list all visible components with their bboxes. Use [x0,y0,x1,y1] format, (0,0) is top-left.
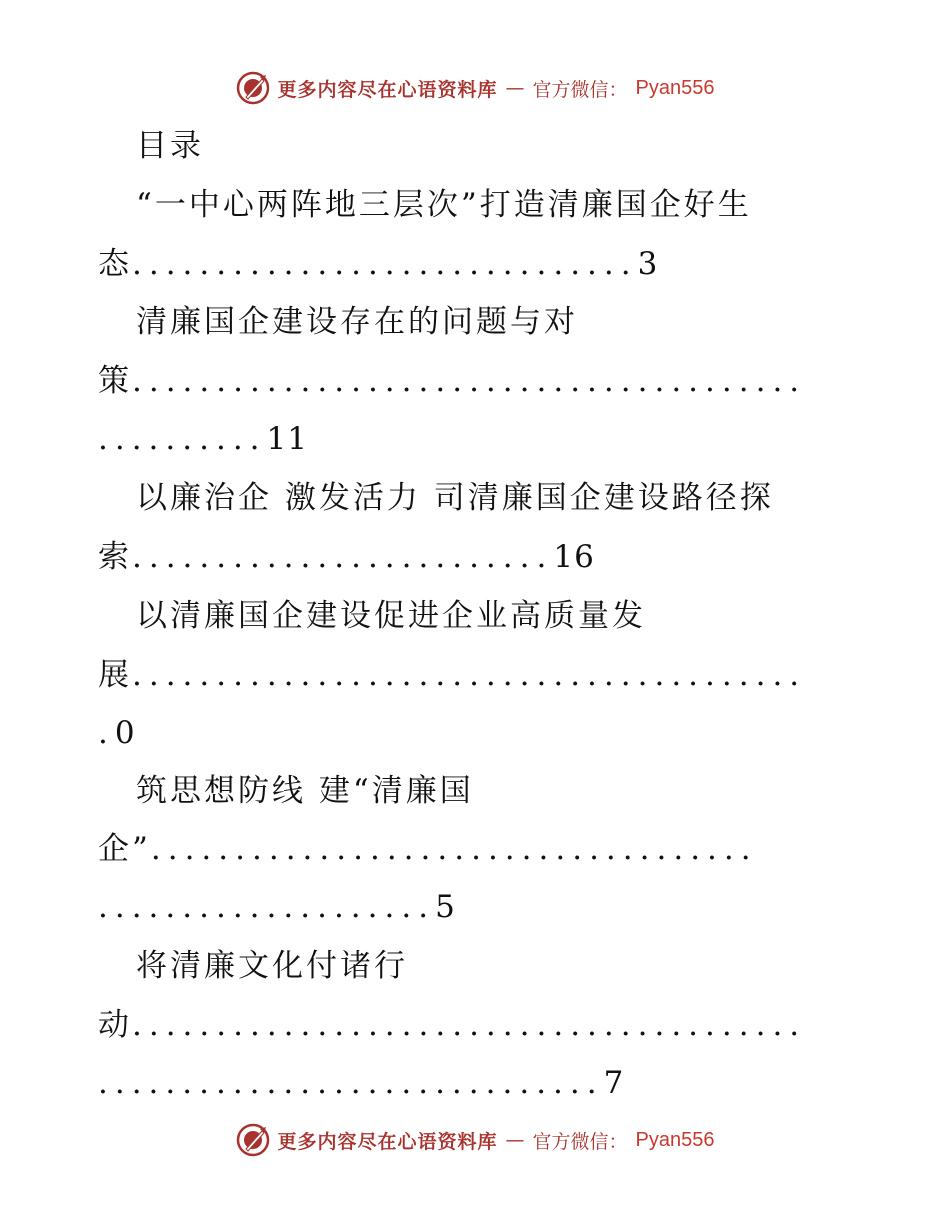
banner-text: 更多内容尽在心语资料库 [277,78,498,101]
toc-entry-leader [98,655,806,695]
page-number: 11 [266,421,308,457]
toc-entry-leader-continued [98,713,136,753]
toc-entry-tail: 展 [98,657,132,693]
toc-entry-leader [98,1005,806,1045]
toc-entry-title: 将清廉文化付诸行 [136,948,408,984]
toc-entry-leader [98,361,806,401]
page-number: 0 [114,715,136,751]
footer-watermark-banner [0,1120,950,1160]
toc-entry-leader-continued [98,1063,624,1103]
banner-wechat-id: Pyan556 [635,1128,715,1151]
toc-entry-title: 清廉国企建设存在的问题与对 [136,304,578,340]
toc-entry-leader [98,829,758,869]
toc-entry-title: 以廉治企 激发活力 司清廉国企建设路径探 [136,480,774,516]
toc-entry-leader [98,537,595,577]
dot-leader: ........................................ [132,363,807,399]
header-watermark-banner [0,68,950,108]
banner-wechat-id: Pyan556 [635,76,715,99]
dot-leader: .................... [98,889,436,925]
dot-leader: ........................................ [132,1007,807,1043]
dot-leader: .............................. [132,246,638,282]
banner-wechat-label: 官方微信： [532,1130,628,1153]
toc-entry-title: “一中心两阵地三层次”打造清廉国企好生 [136,187,752,223]
banner-wechat-label: 官方微信： [532,78,628,101]
toc-entry-leader [98,244,658,284]
dot-leader: .................................... [150,831,758,867]
page-number: 7 [603,1065,625,1101]
banner-text: 更多内容尽在心语资料库 [277,1130,498,1153]
page-number: 5 [435,889,456,925]
pen-logo-icon [236,1123,270,1157]
pen-logo-icon [236,71,270,105]
dot-leader: ......................... [132,539,554,575]
page-number: 3 [637,246,659,282]
toc-entry-title: 以清廉国企建设促进企业高质量发 [136,598,646,634]
toc-entry-tail: 策 [98,363,132,399]
banner-separator: — [505,1129,525,1151]
toc-entry-tail: 态 [98,246,132,282]
dot-leader: .............................. [98,1065,604,1101]
toc-entry-leader-continued [98,887,456,927]
toc-entry-leader-continued [98,419,308,459]
dot-leader: ........................................ [132,657,807,693]
dot-leader: .......... [98,421,267,457]
toc-entry-title: 筑思想防线 建“清廉国 [136,773,474,809]
banner-separator: — [505,77,525,99]
dot-leader: . [98,715,115,751]
toc-entry-tail: 企” [98,831,151,867]
toc-entry-tail: 动 [98,1007,132,1043]
page-number: 16 [553,539,595,575]
toc-title: 目录 [136,128,204,164]
toc-entry-tail: 索 [98,539,132,575]
